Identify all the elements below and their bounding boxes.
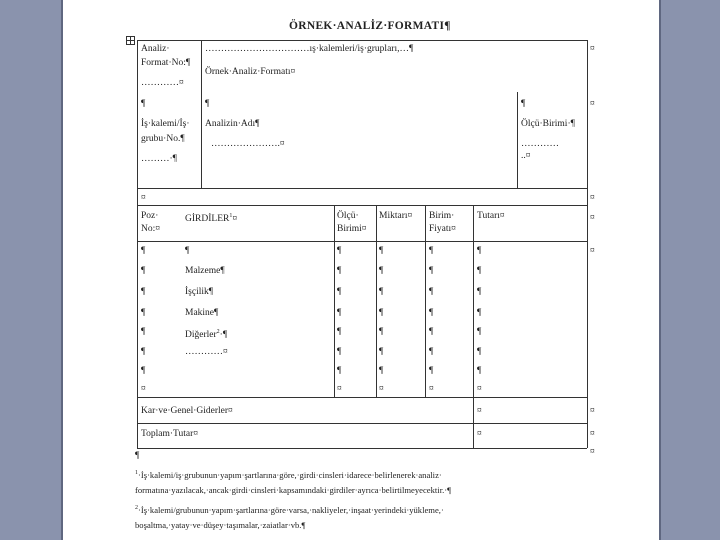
olcu-birimi-label: Ölçü·Birimi·¶ (521, 119, 575, 129)
toplam-tutar: Toplam·Tutar¤ (141, 429, 199, 439)
row0-miktar: ¶ (379, 246, 384, 256)
row2-miktar: ¶ (379, 287, 384, 297)
columns-header-bottom (137, 241, 587, 242)
row-end-mark-8: ¤ (590, 447, 595, 457)
row0-tutar: ¶ (477, 246, 482, 256)
row5-miktar: ¶ (379, 347, 384, 357)
row6-olcu: ¶ (337, 366, 342, 376)
row5-poz: ¶ (141, 347, 146, 357)
table-border-right (587, 40, 588, 448)
olcu-birimi-value-2: ..¤ (521, 151, 531, 161)
row3-olcu: ¶ (337, 308, 342, 318)
row2-tutar: ¶ (477, 287, 482, 297)
header-bottom-line (137, 188, 587, 189)
row6-tutar: ¶ (477, 366, 482, 376)
row3-birim: ¶ (429, 308, 434, 318)
col-girdiler-text: GİRDİLER (185, 214, 230, 225)
row0-girdi: ¶ (185, 246, 190, 256)
row6-poz: ¶ (141, 366, 146, 376)
header-divider-2 (517, 92, 518, 188)
row-end-mark-7: ¤ (590, 429, 595, 439)
row-end-mark-1: ¤ (590, 44, 595, 54)
footnote-1-mark: 1 (135, 470, 138, 476)
row1-tutar: ¶ (477, 266, 482, 276)
col-divider-birim (425, 205, 426, 397)
row-end-mark-5: ¤ (590, 246, 595, 256)
row-digerleri (185, 326, 227, 341)
row5-birim: ¶ (429, 347, 434, 357)
row7-miktar: ¤ (379, 384, 384, 394)
pilcrow-3: ¶ (521, 99, 526, 109)
row3-tutar: ¶ (477, 308, 482, 318)
table-border-bottom (137, 448, 587, 449)
document-page (63, 0, 659, 540)
col-birim-fiyati-2: Fiyatı¤ (429, 224, 456, 234)
row-iscilik: İşçilik¶ (185, 287, 214, 297)
col-miktari: Miktarı¤ (379, 211, 413, 221)
pilcrow-2: ¶ (205, 99, 210, 109)
row5-tutar: ¶ (477, 347, 482, 357)
analiz-format-no-value: …………¤ (141, 78, 184, 88)
row2-birim: ¶ (429, 287, 434, 297)
row4-birim: ¶ (429, 327, 434, 337)
footnote-2-line-1 (135, 503, 444, 516)
col-poz-no: Poz· (141, 211, 159, 221)
row-digerleri-text: Diğerler (185, 330, 217, 341)
table-border-top (137, 40, 587, 41)
footnote-1-line-2: formatına·yazılacak,·ancak·girdi·cinsleri·kapsamındaki·girdiler·ayrıca·belirtilmeyecektir.·¶ (135, 485, 451, 495)
row2-poz: ¶ (141, 287, 146, 297)
col-olcu-birimi: Ölçü· (337, 211, 359, 221)
row2-olcu: ¶ (337, 287, 342, 297)
after-table-pilcrow: ¶ (135, 451, 140, 461)
col-divider-olcu (334, 205, 335, 397)
olcu-birimi-value: ………… (521, 139, 559, 149)
row6-miktar: ¶ (379, 366, 384, 376)
row-digerleri-end: ·¶ (219, 330, 228, 341)
kar-genel-giderler-value: ¤ (477, 406, 482, 416)
col-divider-miktar (376, 205, 377, 397)
analiz-format-no-label: Analiz· (141, 44, 170, 54)
pilcrow-1: ¶ (141, 99, 146, 109)
row4-miktar: ¶ (379, 327, 384, 337)
kar-row-bottom (137, 423, 587, 424)
row3-poz: ¶ (141, 308, 146, 318)
row-dots: …………¤ (185, 347, 228, 357)
footnote-2-text-1: ·İş·kalemi/grubunun·yapım·şartlarına·göre·varsa,·nakliyeler,·inşaat·yerindeki·yükleme,· (138, 504, 444, 515)
footnote-2-line-2: boşaltma,·yatay·ve·düşey·taşımalar,·zaiatlar·vb.¶ (135, 520, 306, 530)
is-kalemi-label: İş·kalemi/İş· (141, 119, 190, 129)
is-kalemi-value: ………·¶ (141, 154, 177, 164)
row-end-mark-3: ¤ (590, 193, 595, 203)
col-olcu-birimi-2: Birimi¤ (337, 224, 367, 234)
header-divider-1 (201, 40, 202, 188)
ornek-analiz-formati: Örnek·Analiz·Formatı¤ (205, 67, 296, 77)
analiz-adi-value: ………………….¤ (211, 139, 285, 149)
footnote-1-line-1 (135, 468, 442, 481)
row5-olcu: ¶ (337, 347, 342, 357)
row4-tutar: ¶ (477, 327, 482, 337)
row-makine: Makine¶ (185, 308, 219, 318)
page-title: ÖRNEK·ANALİZ·FORMATI¶ (289, 20, 451, 32)
col-girdiler-end: ¤ (232, 214, 238, 225)
row7-tutar: ¤ (477, 384, 482, 394)
toplam-tutar-value: ¤ (477, 429, 482, 439)
row-malzeme: Malzeme¶ (185, 266, 225, 276)
columns-top-line (137, 205, 587, 206)
row1-poz: ¶ (141, 266, 146, 276)
row7-poz: ¤ (141, 384, 146, 394)
row3-miktar: ¶ (379, 308, 384, 318)
footnote-1-text-1: ·İş·kalemi/iş·grubunun·yapım·şartlarına·göre,·girdi·cinsleri·idarece·belirlenerek·analiz· (138, 469, 442, 480)
col-birim-fiyati: Birim· (429, 211, 455, 221)
footnote-2-mark: 2 (135, 505, 138, 511)
is-kalemi-label-2: grubu·No.¶ (141, 134, 185, 144)
row7-olcu: ¤ (337, 384, 342, 394)
row1-olcu: ¶ (337, 266, 342, 276)
row-end-mark-2: ¤ (590, 99, 595, 109)
row4-poz: ¶ (141, 327, 146, 337)
kar-genel-giderler: Kar·ve·Genel·Giderler¤ (141, 406, 233, 416)
col-girdiler-footnote-ref: 1 (229, 213, 233, 219)
row-end-mark-6: ¤ (590, 406, 595, 416)
analiz-adi-label: Analizin·Adı¶ (205, 119, 260, 129)
row-end-mark-4: ¤ (590, 213, 595, 223)
row0-poz: ¶ (141, 246, 146, 256)
rows-bottom-line (137, 397, 587, 398)
table-border-left (137, 40, 138, 448)
row0-olcu: ¶ (337, 246, 342, 256)
header-spacer-cell-mark: ¤ (141, 193, 146, 203)
row-digerleri-footnote-ref: 2 (216, 329, 220, 335)
row6-birim: ¶ (429, 366, 434, 376)
col-girdiler (185, 210, 237, 225)
row1-miktar: ¶ (379, 266, 384, 276)
table-move-handle-icon[interactable] (126, 32, 135, 41)
top-placeholder-dots: ……………………………ış·kalemleri/iş·grupları,…¶ (205, 44, 414, 54)
row4-olcu: ¶ (337, 327, 342, 337)
row1-birim: ¶ (429, 266, 434, 276)
row7-birim: ¤ (429, 384, 434, 394)
col-poz-no-2: No:¤ (141, 224, 160, 234)
row0-birim: ¶ (429, 246, 434, 256)
col-tutari: Tutarı¤ (477, 211, 505, 221)
page-shadow-right (659, 0, 661, 540)
analiz-format-no-label-2: Format·No:¶ (141, 58, 191, 68)
